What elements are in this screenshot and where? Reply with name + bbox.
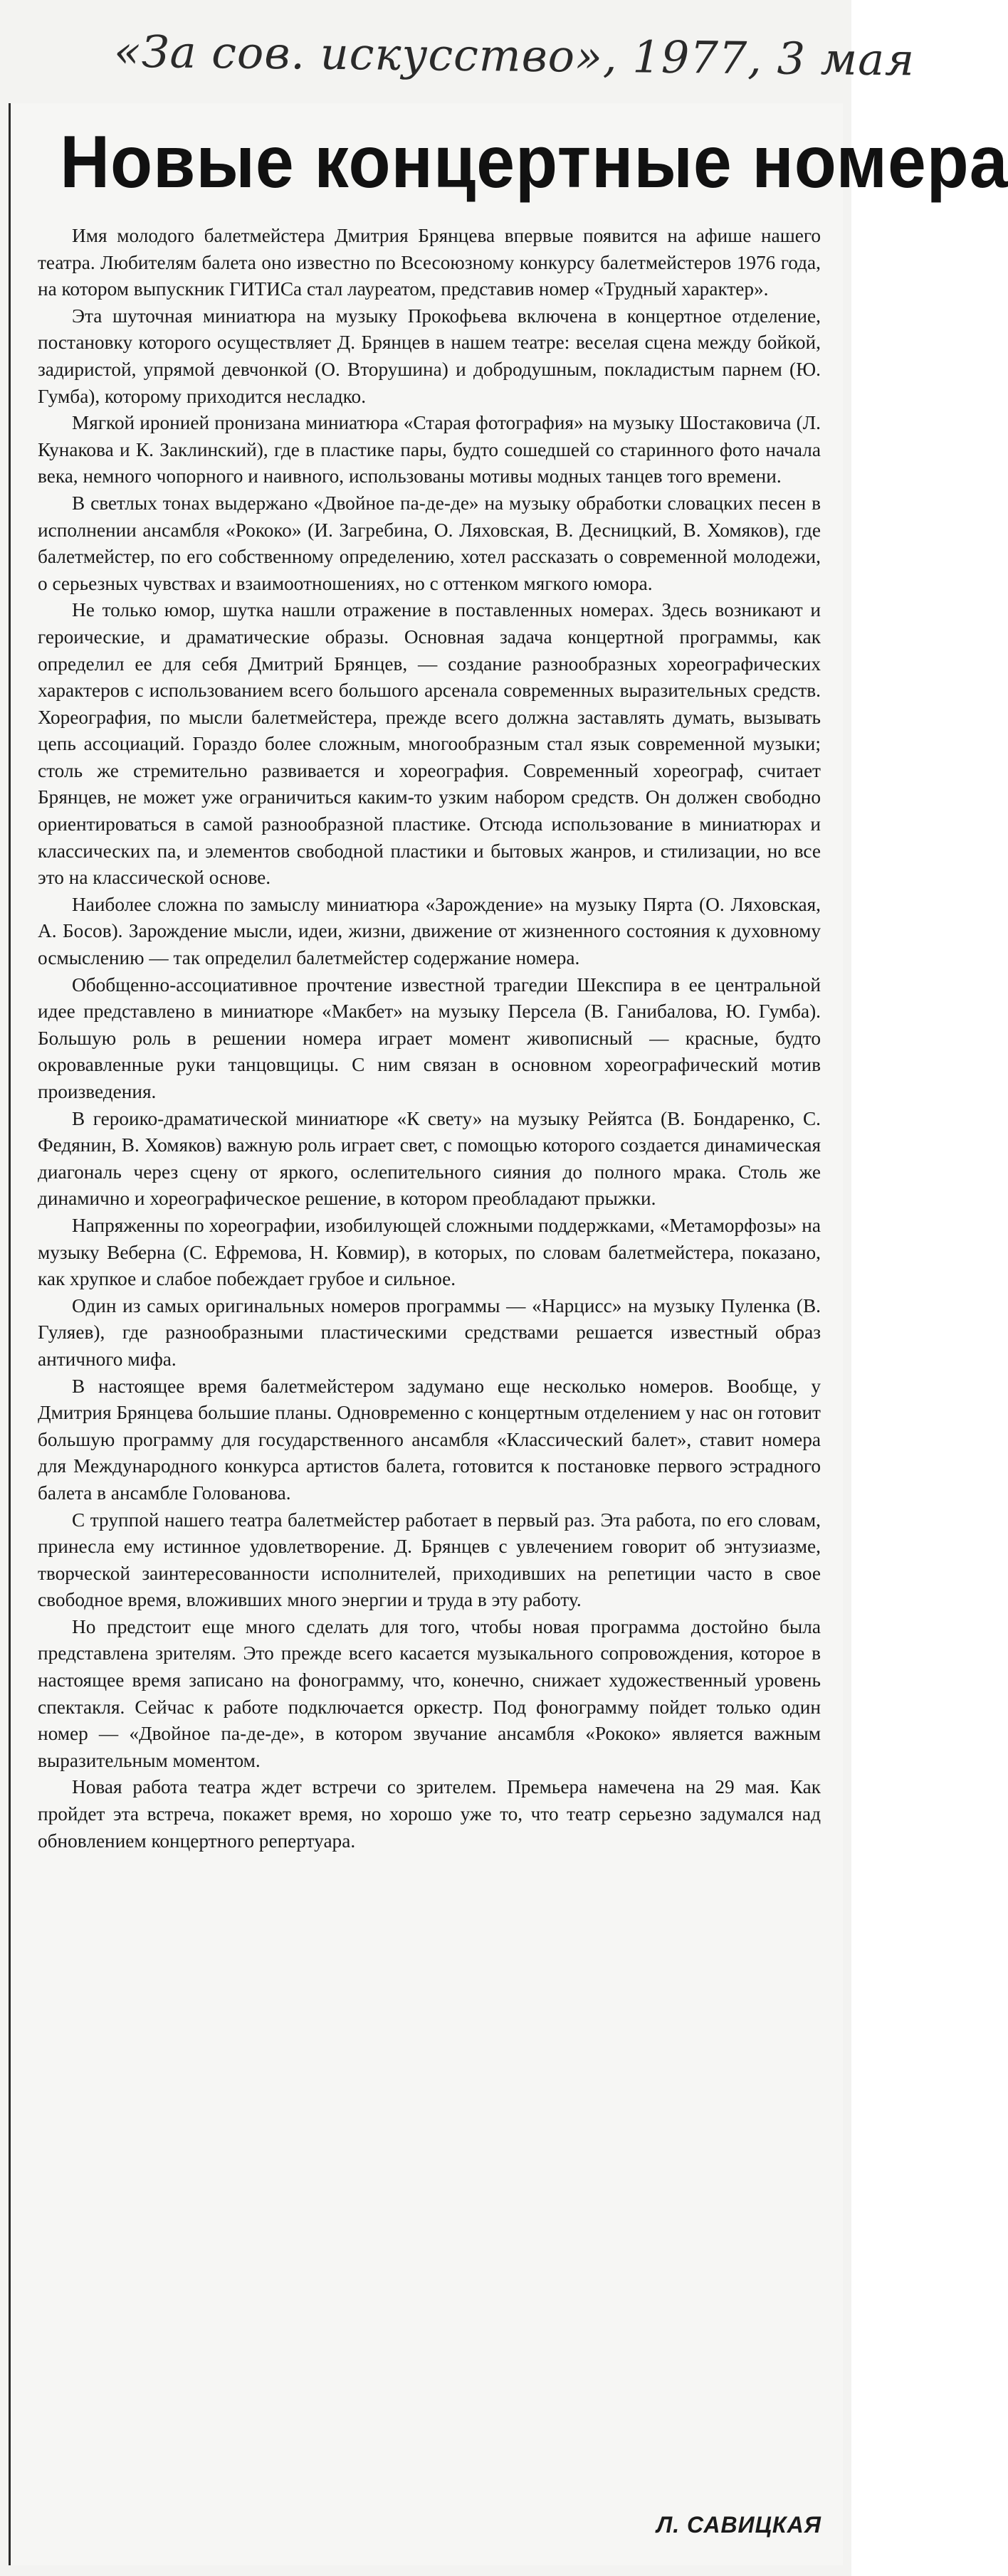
article-paragraph: Имя молодого балетмейстера Дмитрия Брянцева впервые появится на афише нашего театра. Любителям балета оно известно по Всесоюзному конкурсу балетмейстеров 1976 года, на котором выпускник ГИТИСа стал лауреатом, представив номер «Трудный характер». (38, 225, 821, 300)
article-paragraph: Эта шуточная миниатюра на музыку Прокофьева включена в концертное отделение, постановку которого осуществляет Д. Брянцев в нашем театре: веселая сцена между бойкой, задиристой, упрямой девчонкой (О. Вторушина) и добродушным, покладистым парнем (Ю. Гумба), которому приходится несладко. (38, 305, 821, 407)
article-paragraph: Обобщенно-ассоциативное прочтение известной трагедии Шекспира в ее центральной идее представлено в миниатюре «Макбет» на музыку Персела (В. Ганибалова, Ю. Гумба). Большую роль в решении номера играет момент живописный — красные, будто окровавленные руки танцовщицы. С ним связан в основном хореографический мотив произведения. (38, 973, 821, 1102)
article-paragraph: В светлых тонах выдержано «Двойное па-де-де» на музыку обработки словацких песен в исполнении ансамбля «Рококо» (И. Загребина, О. Ляховская, В. Десницкий, В. Хомяков), где балетмейстер, по его собственному определению, хотел рассказать о современной молодежи, о серьезных чувствах и взаимоотношениях, но с оттенком мягкого юмора. (38, 492, 821, 594)
handwritten-source-note: «За сов. искусство», 1977, 3 мая (113, 25, 915, 86)
article-paragraph: В героико-драматической миниатюре «К свету» на музыку Рейятса (В. Бондаренко, С. Федянин, В. Хомяков) важную роль играет свет, с помощью которого создается динамическая диагональ через сцену от яркого, ослепительного сияния до полного мрака. Столь же динамично и хореографическое решение, в котором преобладают прыжки. (38, 1107, 821, 1210)
article-paragraph: Один из самых оригинальных номеров программы — «Нарцисс» на музыку Пуленка (В. Гуляев), где разнообразными пластическими средствами решается известный образ античного мифа. (38, 1294, 821, 1370)
article-paragraph: С труппой нашего театра балетмейстер работает в первый раз. Эта работа, по его словам, принесла ему истинное удовлетворение. Д. Брянцев с увлечением говорит об энтузиазме, творческой заинтересованности исполнителей, приходивших на репетиции часто в свое свободное время, вложивших много энергии и труда в эту работу. (38, 1509, 821, 1611)
article-paragraph: Напряженны по хореографии, изобилующей сложными поддержками, «Метаморфозы» на музыку Веберна (С. Ефремова, Н. Ковмир), в которых, по словам балетмейстера, показано, как хрупкое и слабое побеждает грубое и сильное. (38, 1214, 821, 1290)
article-paragraph: В настоящее время балетмейстером задумано еще несколько номеров. Вообще, у Дмитрия Брянцева большие планы. Одновременно с концертным отделением у нас он готовит большую программу для государственного ансамбля «Классический балет», ставит номера для Международного конкурса артистов балета, готовится к постановке первого эстрадного балета в ансамбле Голованова. (38, 1375, 821, 1504)
article-paragraph: Не только юмор, шутка нашли отражение в поставленных номерах. Здесь возникают и героические, и драматические образы. Основная задача концертной программы, как определил ее для себя Дмитрий Брянцев, — создание разнообразных хореографических характеров с использованием всего большого арсенала современных выразительных средств. Хореография, по мысли балетмейстера, прежде всего должна заставлять думать, вызывать цепь ассоциаций. Гораздо более сложным, многообразным стал язык современной музыки; столь же стремительно развивается и хореография. Современный хореограф, считает Брянцев, не может уже ограничиться каким-то узким набором средств. Он должен свободно ориентироваться в самой разнообразной пластике. Отсюда использование в миниатюрах и классических па, и элементов свободной пластики и бытовых жанров, и стилизации, но все это на классической основе. (38, 599, 821, 889)
article-paragraph: Но предстоит еще много сделать для того, чтобы новая программа достойно была представлена зрителям. Это прежде всего касается музыкального сопровождения, которое в настоящее время записано на фонограмму, что, конечно, снижает художественный уровень спектакля. Сейчас к работе подключается оркестр. Под фонограмму пойдет только один номер — «Двойное па-де-де», в котором звучание ансамбля «Рококо» является важным выразительным моментом. (38, 1615, 821, 1771)
article-headline: Новые концертные номера (60, 121, 1008, 204)
article-body (38, 223, 821, 1854)
article-paragraph: Мягкой иронией пронизана миниатюра «Старая фотография» на музыку Шостаковича (Л. Кунакова и К. Заклинский), где в пластике пары, будто сошедшей со старинного фото начала века, немного чопорного и наивного, использованы мотивы модных танцев того времени. (38, 412, 821, 487)
article-paragraph: Наиболее сложна по замыслу миниатюра «Зарождение» на музыку Пярта (О. Ляховская, А. Босов). Зарождение мысли, идеи, жизни, движение от жизненного состояния к духовному осмыслению — так определил балетмейстер содержание номера. (38, 893, 821, 969)
author-signature: Л. САВИЦКАЯ (656, 2512, 821, 2538)
article-paragraph: Новая работа театра ждет встречи со зрителем. Премьера намечена на 29 мая. Как пройдет эта встреча, покажет время, но хорошо уже то, что театр серьезно задумался над обновлением концертного репертуара. (38, 1776, 821, 1852)
article-clipping (9, 103, 1008, 2565)
